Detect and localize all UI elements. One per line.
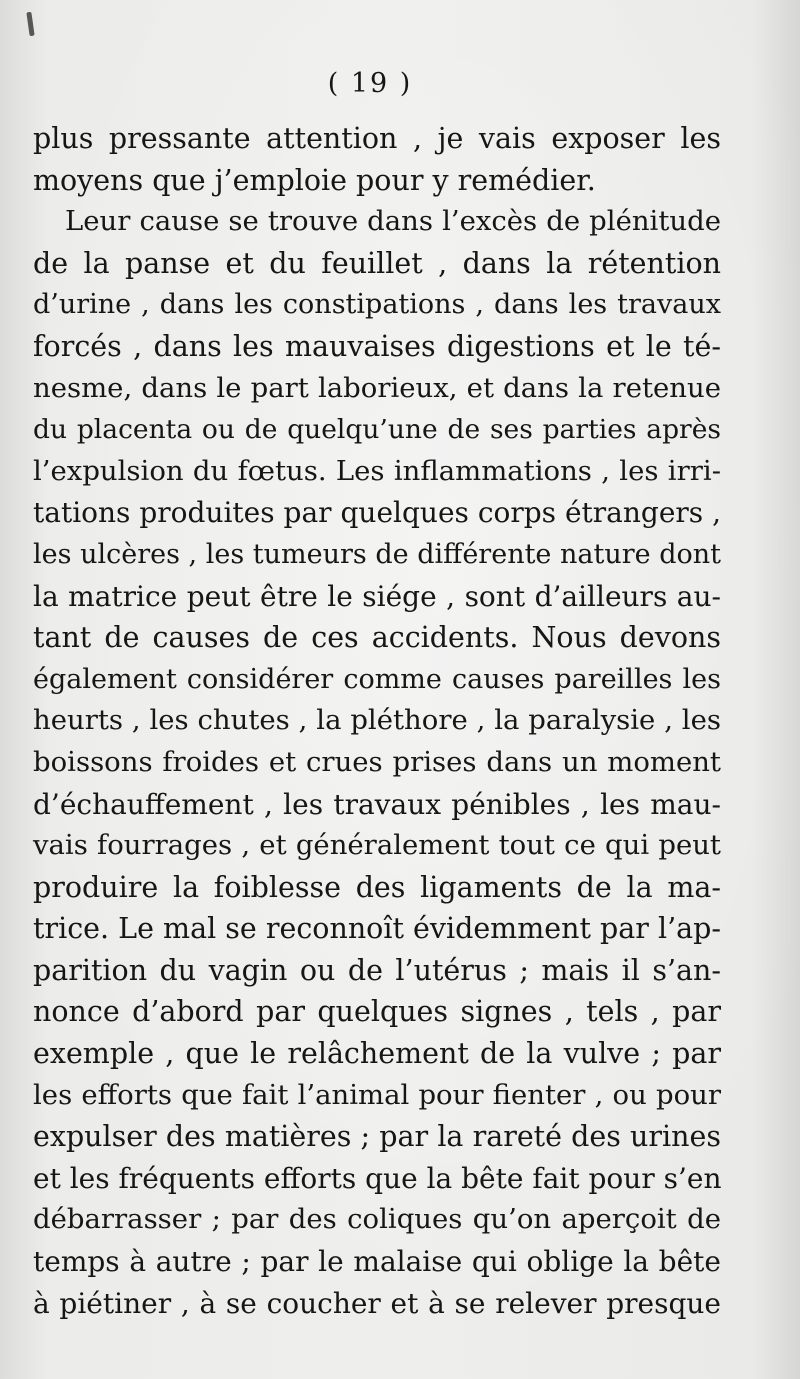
text-line: l’expulsion du fœtus. Les inflammations , les irri-: [33, 454, 721, 487]
text-line: nesme, dans le part laborieux, et dans la retenue: [33, 371, 721, 404]
text-line: les ulcères , les tumeurs de différente nature dont: [33, 538, 721, 570]
text-line: également considérer comme causes pareilles les: [33, 663, 721, 695]
text-line: trice. Le mal se reconnoît évidemment par l’ap-: [33, 912, 721, 946]
page-number: ( 19 ): [327, 68, 413, 99]
text-line: la matrice peut être le siége , sont d’ailleurs au-: [33, 579, 721, 613]
text-line: vais fourrages , et généralement tout ce qui peut: [33, 829, 721, 862]
text-line: tant de causes de ces accidents. Nous devons: [33, 621, 721, 655]
text-line: d’urine , dans les constipations , dans les travaux: [33, 289, 721, 321]
text-line: forcés , dans les mauvaises digestions et le té-: [33, 329, 721, 363]
text-line: d’échauffement , les travaux pénibles , les mau-: [33, 787, 721, 821]
text-line: du placenta ou de quelqu’une de ses parties après: [33, 414, 721, 446]
text-line: les efforts que fait l’animal pour fienter , ou pour: [33, 1078, 721, 1111]
text-line: boissons froides et crues prises dans un moment: [33, 745, 721, 778]
text-line: parition du vagin ou de l’utérus ; mais il s’an-: [33, 953, 721, 987]
text-line: de la panse et du feuillet , dans la rétention: [33, 246, 721, 280]
text-line: débarrasser ; par des coliques qu’on aperçoit de: [33, 1203, 721, 1236]
text-line: expulser des matières ; par la rareté des urines: [33, 1120, 721, 1154]
body-text: [33, 118, 721, 1324]
text-line: produire la foiblesse des ligaments de la ma-: [33, 870, 721, 904]
text-line: moyens que j’emploie pour y remédier.: [33, 163, 596, 197]
text-line: et les fréquents efforts que la bête fait pour s’en: [33, 1161, 722, 1195]
text-line: heurts , les chutes , la pléthore , la paralysie , les: [33, 704, 721, 737]
text-line: tations produites par quelques corps étrangers ,: [33, 496, 721, 530]
text-line: plus pressante attention , je vais exposer les: [33, 122, 721, 155]
text-line: temps à autre ; par le malaise qui oblige la bête: [33, 1245, 721, 1279]
text-line: exemple , que le relâchement de la vulve ; par: [33, 1037, 721, 1071]
text-line: Leur cause se trouve dans l’excès de plénitude: [65, 205, 721, 238]
text-line: à piétiner , à se coucher et à se relever presque: [33, 1286, 721, 1320]
text-line: nonce d’abord par quelques signes , tels , par: [33, 995, 721, 1029]
ink-mark: [26, 12, 34, 36]
